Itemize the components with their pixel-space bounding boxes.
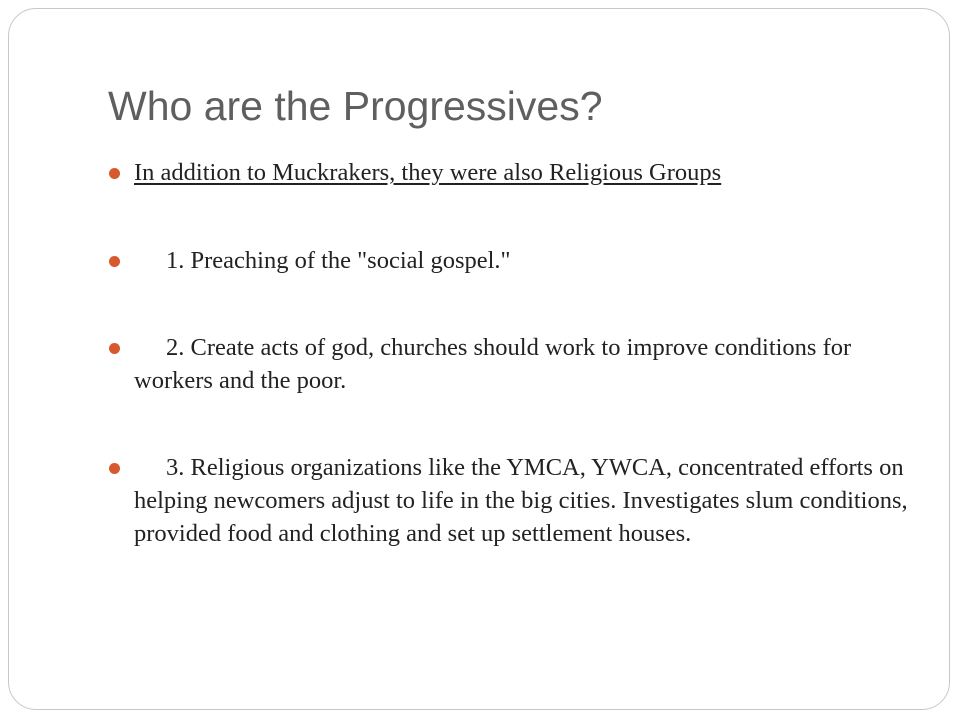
bullet-item-4: [108, 451, 908, 550]
bullet-item-2: [108, 244, 908, 277]
slide-title: Who are the Progressives?: [108, 83, 603, 129]
bullet-dot-icon: [109, 256, 120, 267]
bullet-item-3: [108, 331, 908, 397]
bullet-dot-icon: [109, 343, 120, 354]
bullet-text-4: [134, 451, 908, 550]
bullet-text-3-content: 2. Create acts of god, churches should work to improve conditions for workers and the poor.: [134, 334, 852, 394]
bullet-text-2: [134, 244, 908, 277]
bullet-dot-icon: [109, 463, 120, 474]
bullet-dot-icon: [109, 168, 120, 179]
bullet-text-4-content: 3. Religious organizations like the YMCA, YWCA, concentrated efforts on helping newcomers adjust to life in the big cities. Investigates slum conditions, provided food and clothing and set up settlement houses.: [134, 454, 908, 547]
bullet-list: [108, 156, 908, 550]
bullet-text-3: [134, 331, 908, 397]
bullet-text-1: In addition to Muckrakers, they were also Religious Groups: [134, 159, 722, 186]
bullet-text-2-content: 1. Preaching of the "social gospel.": [166, 247, 511, 274]
bullet-item-1: [108, 156, 908, 189]
